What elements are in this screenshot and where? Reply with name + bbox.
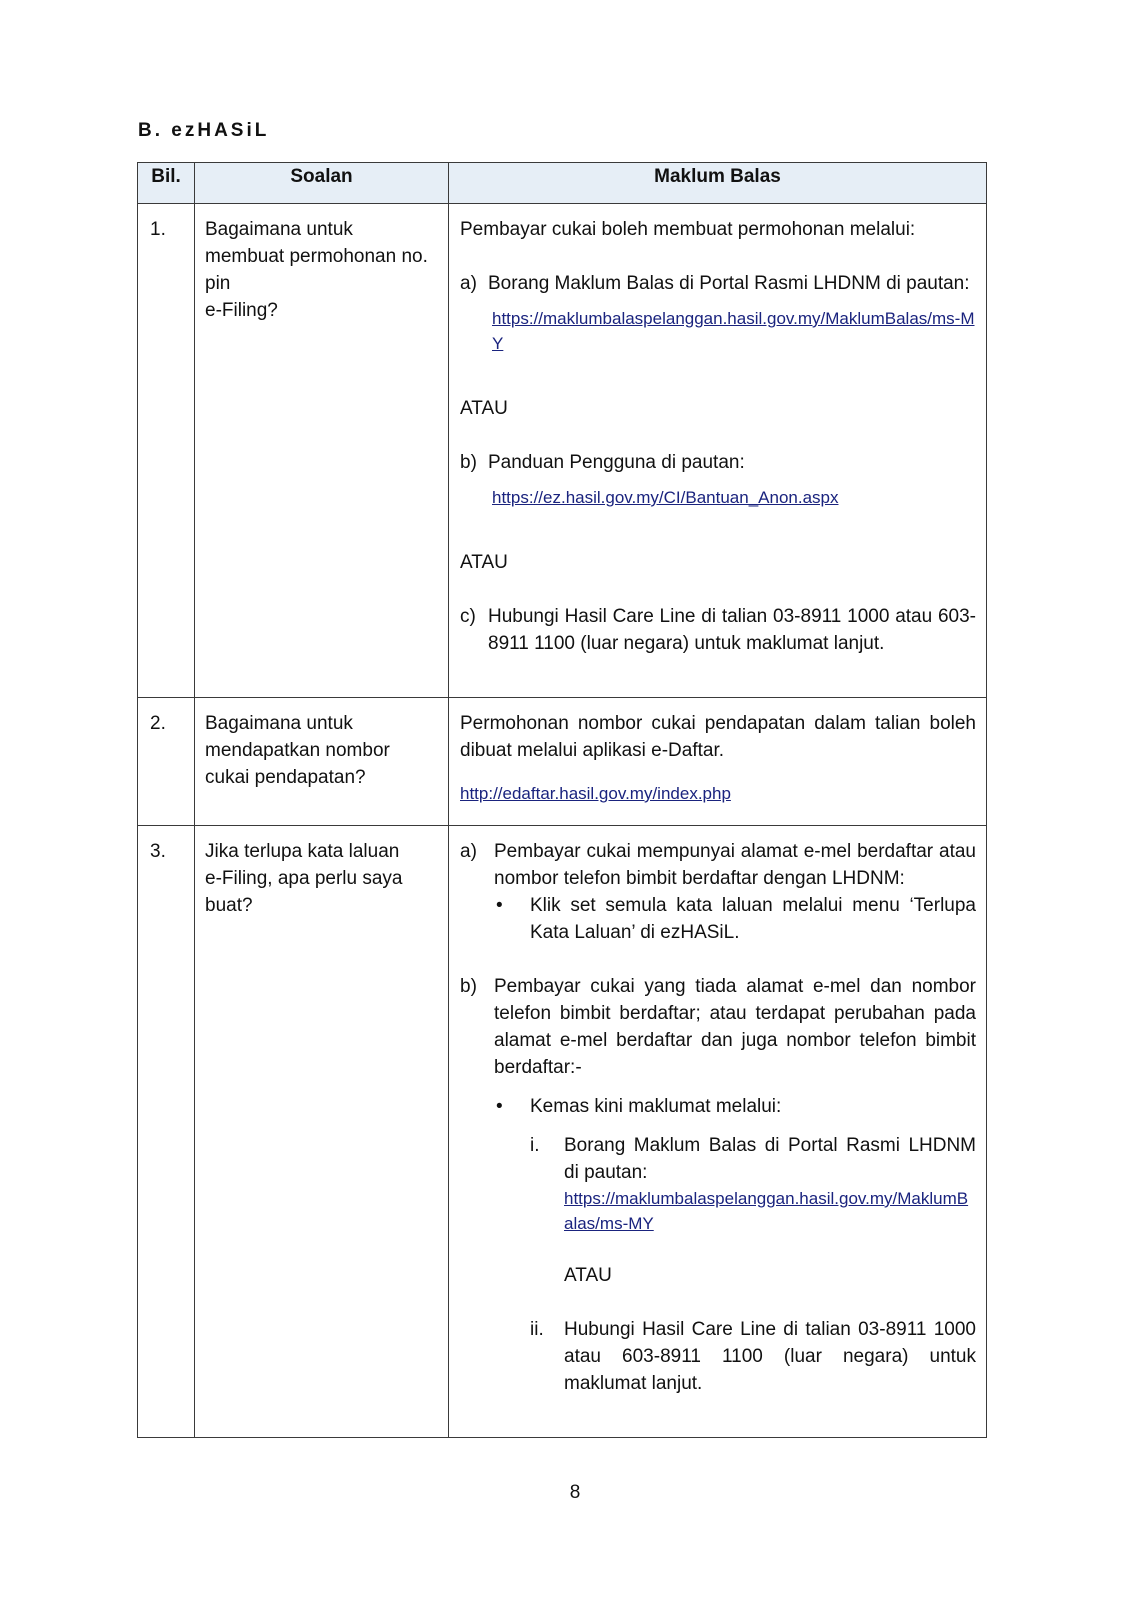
table-row xyxy=(138,826,987,1438)
section-title: B. ezHASiL xyxy=(138,120,270,141)
table-header-row xyxy=(138,163,987,204)
roman-item xyxy=(530,1132,976,1289)
item-label: b) xyxy=(460,452,477,473)
bullet-text: Kemas kini maklumat melalui: xyxy=(530,1096,782,1117)
bullet-item xyxy=(494,892,976,946)
feedback-portal-link[interactable]: https://maklumbalaspelanggan.hasil.gov.my/MaklumBalas/ms-MY xyxy=(564,1189,969,1233)
item-label: c) xyxy=(460,606,476,627)
item-text: Panduan Pengguna di pautan: xyxy=(488,452,745,473)
bullet-item xyxy=(494,1093,976,1397)
list-item xyxy=(460,603,976,657)
roman-item xyxy=(530,1316,976,1397)
bullet-icon: • xyxy=(496,895,503,916)
question-line: Jika terlupa kata laluan xyxy=(205,841,400,862)
item-text: Pembayar cukai mempunyai alamat e-mel berdaftar atau nombor telefon bimbit berdaftar dengan LHDNM: xyxy=(494,841,976,889)
question-line: Bagaimana untuk xyxy=(205,713,353,734)
answer-intro: Pembayar cukai boleh membuat permohonan melalui: xyxy=(460,219,916,240)
header-soalan: Soalan xyxy=(195,163,449,204)
question-line: membuat permohonan no. xyxy=(205,246,428,267)
item-label: ii. xyxy=(530,1319,544,1340)
edaftar-link[interactable]: http://edaftar.hasil.gov.my/index.php xyxy=(460,784,731,803)
item-text: Hubungi Hasil Care Line di talian 03-8911 1000 atau 603-8911 1100 (luar negara) untuk maklumat lanjut. xyxy=(488,606,976,654)
question-line: buat? xyxy=(205,895,253,916)
user-guide-link[interactable]: https://ez.hasil.gov.my/CI/Bantuan_Anon.aspx xyxy=(492,488,839,507)
list-item xyxy=(460,270,976,297)
atau-label: ATAU xyxy=(460,552,508,573)
bullet-text: Klik set semula kata laluan melalui menu ‘Terlupa Kata Laluan’ di ezHASiL. xyxy=(530,895,976,943)
atau-label: ATAU xyxy=(564,1265,612,1286)
item-text: Hubungi Hasil Care Line di talian 03-8911 1000 atau 603-8911 1100 (luar negara) untuk maklumat lanjut. xyxy=(564,1319,976,1394)
page-number: 8 xyxy=(569,1482,581,1503)
table-row xyxy=(138,698,987,826)
row-number: 1. xyxy=(138,204,195,698)
item-label: a) xyxy=(460,273,477,294)
question-cell xyxy=(195,698,449,826)
list-item xyxy=(460,449,976,476)
item-text: Pembayar cukai yang tiada alamat e-mel dan nombor telefon bimbit berdaftar; atau terdapat perubahan pada alamat e-mel berdaftar dan juga nombor telefon bimbit berdaftar:- xyxy=(494,976,976,1078)
list-item xyxy=(460,973,976,1397)
answer-cell xyxy=(449,826,987,1438)
feedback-portal-link[interactable]: https://maklumbalaspelanggan.hasil.gov.my/MaklumBalas/ms-MY xyxy=(492,309,975,353)
item-text: Borang Maklum Balas di Portal Rasmi LHDNM di pautan: xyxy=(488,273,970,294)
list-item xyxy=(460,838,976,946)
question-line: pin xyxy=(205,273,231,294)
question-line: e-Filing, apa perlu saya xyxy=(205,868,403,889)
item-label: a) xyxy=(460,841,477,862)
row-number: 2. xyxy=(138,698,195,826)
question-cell xyxy=(195,204,449,698)
item-label: i. xyxy=(530,1135,540,1156)
answer-cell xyxy=(449,204,987,698)
header-maklum-balas: Maklum Balas xyxy=(449,163,987,204)
faq-table xyxy=(137,162,987,1438)
question-line: e-Filing? xyxy=(205,300,278,321)
question-line: Bagaimana untuk xyxy=(205,219,353,240)
item-text: Borang Maklum Balas di Portal Rasmi LHDNM di pautan: xyxy=(564,1135,976,1183)
table-row xyxy=(138,204,987,698)
question-cell xyxy=(195,826,449,1438)
bullet-icon: • xyxy=(496,1096,503,1117)
question-line: cukai pendapatan? xyxy=(205,767,366,788)
question-line: mendapatkan nombor xyxy=(205,740,390,761)
item-label: b) xyxy=(460,976,477,997)
header-bil: Bil. xyxy=(138,163,195,204)
answer-text: Permohonan nombor cukai pendapatan dalam talian boleh dibuat melalui aplikasi e-Daftar. xyxy=(460,713,976,761)
answer-cell xyxy=(449,698,987,826)
row-number: 3. xyxy=(138,826,195,1438)
atau-label: ATAU xyxy=(460,398,508,419)
